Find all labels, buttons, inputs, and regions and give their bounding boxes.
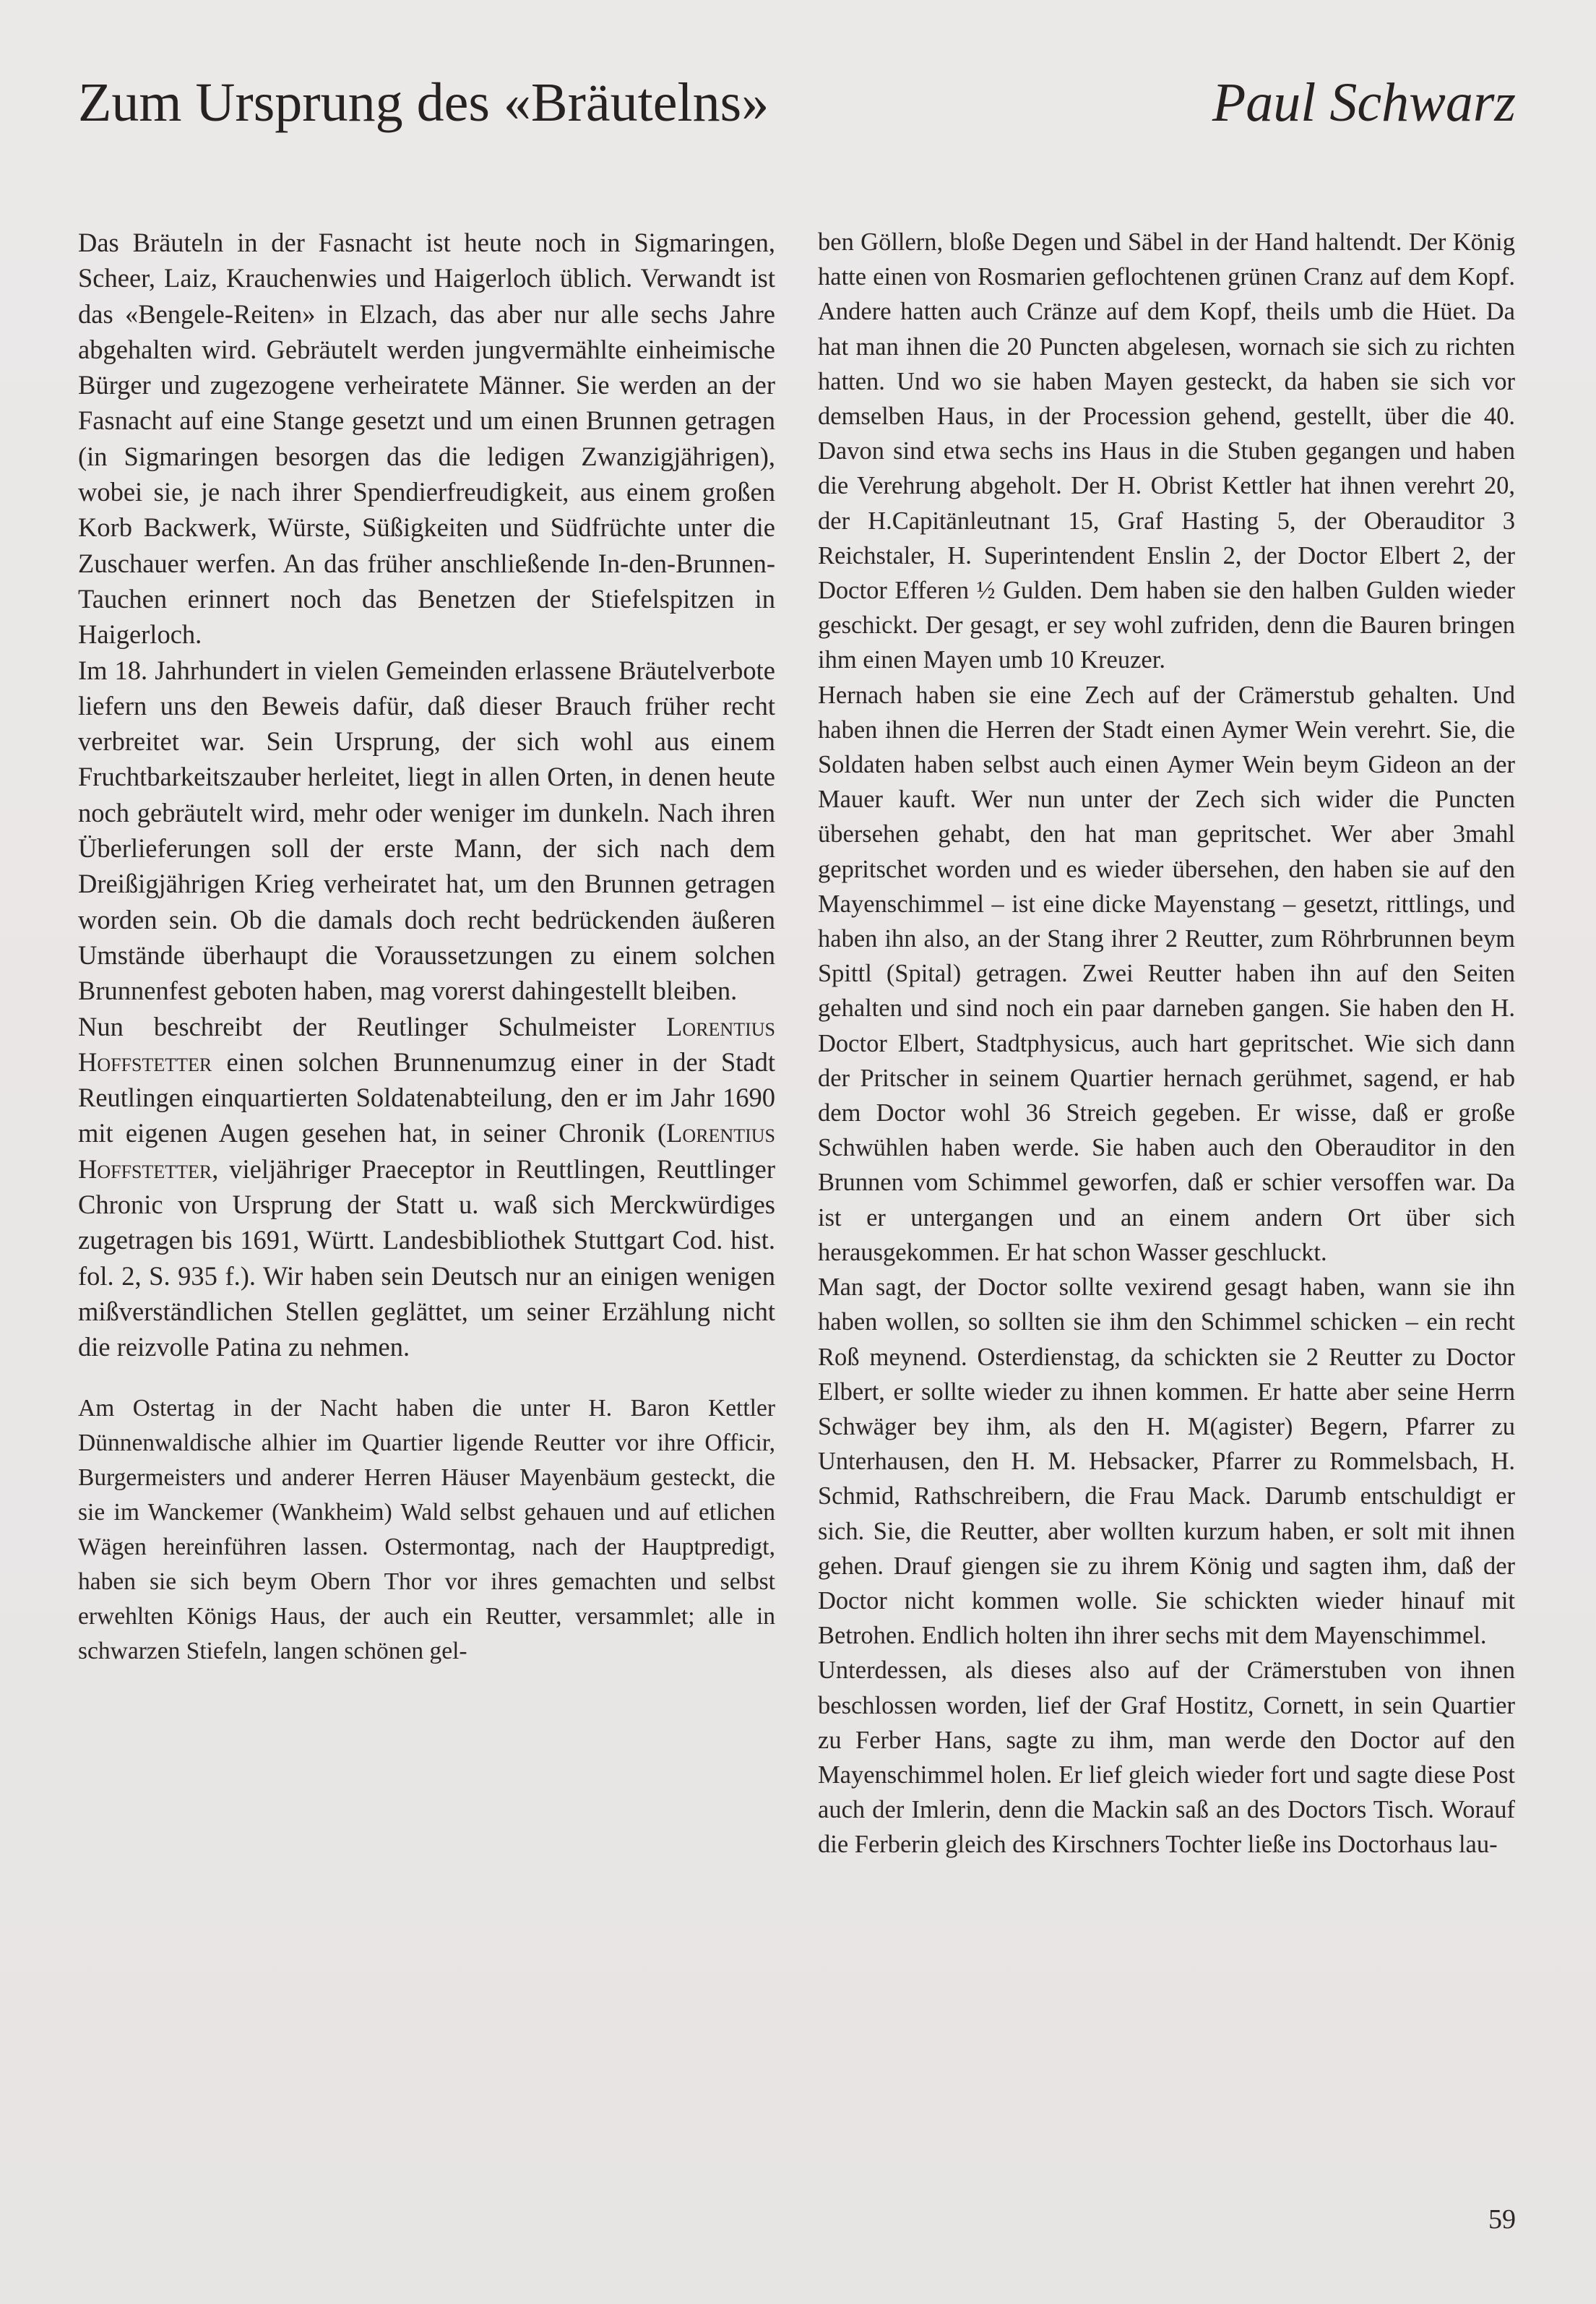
article-title: Zum Ursprung des «Bräutelns» xyxy=(78,72,769,133)
left-paragraph-3-text-c: , vieljähriger Praeceptor in Reuttlingen, Reuttlinger Chronic von Ursprung der Statt u. waß sich Merckwürdiges zugetragen bis 1691, Württ. Landesbibliothek Stuttgart Cod. hist. fol. 2, S. 935 f.). Wir haben sein Deutsch nur an einigen wenigen mißverständlichen Stellen geglättet, um seiner Erzählung nicht die reizvolle Patina zu nehmen. xyxy=(78,1153,775,1362)
right-paragraph-1: ben Göllern, bloße Degen und Säbel in der Hand haltendt. Der König hatte einen von Rosmarien geflochtenen grünen Cranz auf dem Kopf. Andere hatten auch Cränze auf dem Kopf, theils umb die Hüet. Da hat man ihnen die 20 Puncten abgelesen, wornach sie sich zu richten hatten. Und wo sie haben Mayen gesteckt, da haben sie sich vor demselben Haus, in der Procession gehend, gestellt, über die 40. Davon sind etwa sechs ins Haus in die Stuben gegangen und haben die Verehrung abgeholt. Der H. Obrist Kettler hat ihnen verehrt 20, der H.Capitänleutnant 15, Graf Hasting 5, der Oberauditor 3 Reichstaler, H. Superintendent Enslin 2, der Doctor Elbert 2, der Doctor Efferen ½ Gulden. Dem haben sie den halben Gulden wieder geschickt. Der gesagt, er sey wohl zufriden, denn die Bauren bringen ihm einen Mayen umb 10 Kreuzer. xyxy=(818,228,1515,674)
left-column xyxy=(78,225,775,1669)
left-paragraph-3-text-b: einen solchen Brunnenumzug einer in der Stadt Reutlingen einquartierten Soldatenabteilung, den er im Jahr 1690 mit eigenen Augen gesehen hat, in seiner Chronik ( xyxy=(78,1046,775,1148)
article-author: Paul Schwarz xyxy=(1212,72,1516,133)
page-number: 59 xyxy=(1488,2204,1516,2235)
left-paragraph-1: Das Bräuteln in der Fasnacht ist heute noch in Sigmaringen, Scheer, Laiz, Krauchenwies und Haigerloch üblich. Verwandt ist das «Bengele-Reiten» in Elzach, das aber nur alle sechs Jahre abgehalten wird. Gebräutelt werden jungvermählte einheimische Bürger und zugezogene verheiratete Männer. Sie werden an der Fasnacht auf eine Stange gesetzt und um einen Brunnen getragen (in Sigmaringen besorgen das die ledigen Zwanzigjährigen), wobei sie, je nach ihrer Spendierfreudigkeit, aus einem großen Korb Backwerk, Würste, Süßigkeiten und Südfrüchte unter die Zuschauer werfen. An das früher anschließende In-den-Brunnen-Tauchen erinnert noch das Benetzen der Stiefelspitzen in Haigerloch. xyxy=(78,228,775,650)
right-column xyxy=(818,225,1515,1862)
right-paragraph-3: Man sagt, der Doctor sollte vexirend gesagt haben, wann sie ihn haben wollen, so sollten sie ihm den Schimmel schicken – ein recht Roß meynend. Osterdienstag, da schickten sie 2 Reutter zu Doctor Elbert, er sollte wieder zu ihnen kommen. Er hatte aber seine Herrn Schwäger bey ihm, als den H. M(agister) Begern, Pfarrer zu Unterhausen, den H. M. Hebsacker, Pfarrer zu Rommelsbach, H. Schmid, Rathschreibern, die Frau Mack. Darumb entschuldigt er sich. Sie, die Reutter, aber wollten kurzum haben, er solt mit ihnen gehen. Drauf giengen sie zu ihrem König und sagten ihm, daß der Doctor nicht kommen wolle. Sie schickten wieder hinauf mit Betrohen. Endlich holten ihn ihrer sechs mit dem Mayenschimmel. xyxy=(818,1273,1515,1650)
left-paragraph-3 xyxy=(78,1009,775,1365)
right-paragraph-2: Hernach haben sie eine Zech auf der Crämerstub gehalten. Und haben ihnen die Herren der Stadt einen Aymer Wein verehrt. Sie, die Soldaten haben selbst auch einen Aymer Wein beym Gideon an der Mauer kauft. Wer nun unter der Zech sich wider die Puncten übersehen gehabt, den hat man gepritschet. Wer aber 3mahl gepritschet worden und es wieder übersehen, den haben sie auf den Mayenschimmel – ist eine dicke Mayenstang – gesetzt, rittlings, und haben ihn also, an der Stang ihrer 2 Reutter, zum Röhrbrunnen beym Spittl (Spital) getragen. Zwei Reutter haben ihn auf den Seiten gehalten und sind noch ein paar darneben gangen. Sie haben den H. Doctor Elbert, Stadtphysicus, auch hart gepritschet. Wie sich dann der Pritscher in seinem Quartier hernach gerühmet, sagend, er hab dem Doctor wohl 36 Streich gegeben. Er wisse, daß er große Schwühlen haben werde. Sie haben auch den Oberauditor in den Brunnen vom Schimmel geworfen, daß er schier versoffen war. Da ist er untergangen und an einem andern Ort über sich herausgekommen. Er hat schon Wasser geschluckt. xyxy=(818,681,1515,1266)
author-name-smallcaps-2: Lorentius Hoffstetter xyxy=(78,1118,775,1184)
left-paragraph-2: Im 18. Jahrhundert in vielen Gemeinden erlassene Bräutelverbote liefern uns den Beweis dafür, daß dieser Brauch früher recht verbreitet war. Sein Ursprung, der sich wohl aus einem Fruchtbarkeitszauber herleitet, liegt in allen Orten, in denen heute noch gebräutelt wird, mehr oder weniger im dunkeln. Nach ihren Überlieferungen soll der erste Mann, der sich nach dem Dreißigjährigen Krieg verheiratet hat, um den Brunnen getragen worden sein. Ob die damals doch recht bedrückenden äußeren Umstände überhaupt die Voraussetzungen zu einem solchen Brunnenfest geboten haben, mag vorerst dahingestellt bleiben. xyxy=(78,655,775,1006)
chronicle-quote-start: Am Ostertag in der Nacht haben die unter H. Baron Kettler Dünnenwaldische alhier im Quartier ligende Reutter vor ihre Officir, Burgermeisters und anderer Herren Häuser Mayenbäum gesteckt, die sie im Wanckemer (Wankheim) Wald selbst gehauen und auf etlichen Wägen hereinführen lassen. Ostermontag, nach der Hauptpredigt, haben sie sich beym Obern Thor vor ihres gemachten und selbst erwehlten Königs Haus, der auch ein Reutter, versammlet; alle in schwarzen Stiefeln, langen schönen gel- xyxy=(78,1394,775,1664)
right-paragraph-4: Unterdessen, als dieses also auf der Crämerstuben von ihnen beschlossen worden, lief der Graf Hostitz, Cornett, in sein Quartier zu Ferber Hans, sagte zu ihm, man werde den Doctor auf den Mayenschimmel holen. Er lief gleich wieder fort und sagte diese Post auch der Imlerin, denn die Mackin saß an des Doctors Tisch. Worauf die Ferberin gleich des Kirschners Tochter ließe ins Doctorhaus lau- xyxy=(818,1656,1515,1859)
author-name-smallcaps-1: Lorentius Hoffstetter xyxy=(78,1011,775,1077)
left-paragraph-3-text-a: Nun beschreibt der Reutlinger Schulmeister xyxy=(78,1011,667,1041)
